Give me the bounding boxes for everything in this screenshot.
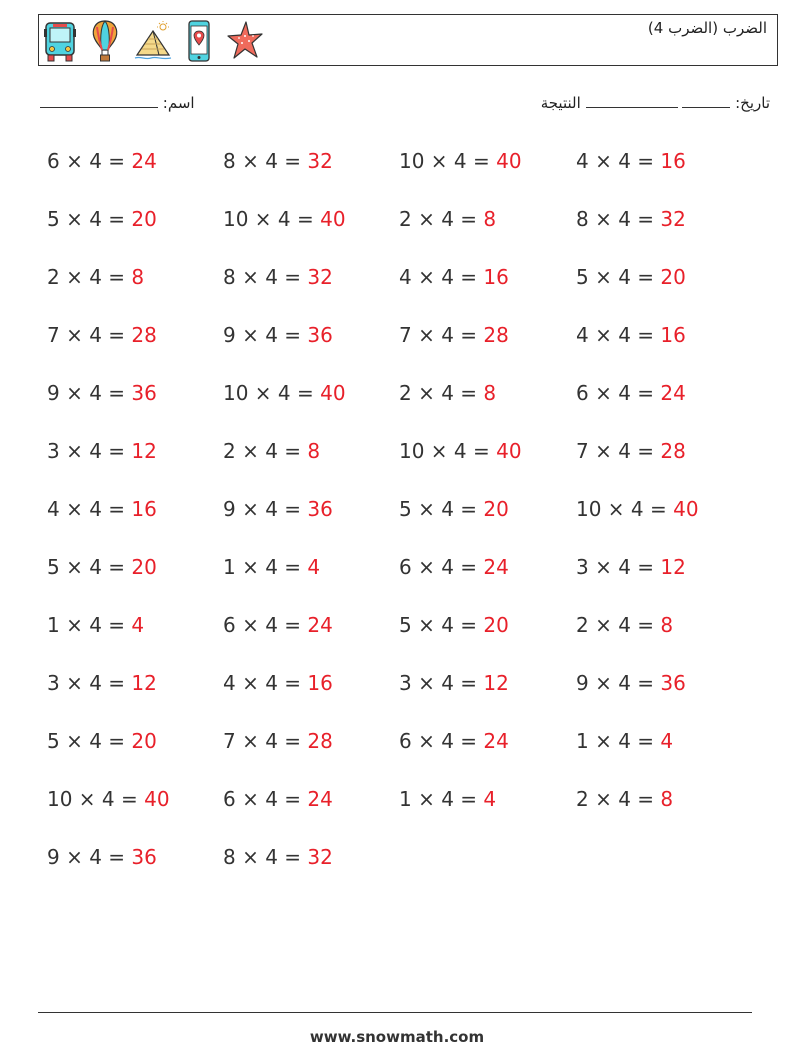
problem-expression: 5 × 4 = <box>47 729 132 753</box>
problem-expression: 1 × 4 = <box>223 555 308 579</box>
problem-expression: 4 × 4 = <box>576 149 661 173</box>
problem-expression: 2 × 4 = <box>576 787 661 811</box>
problem-expression: 8 × 4 = <box>223 265 308 289</box>
problem-item <box>47 728 157 754</box>
problem-answer: 28 <box>131 323 157 347</box>
problem-answer: 36 <box>660 671 686 695</box>
problem-expression: 4 × 4 = <box>399 265 484 289</box>
problem-expression: 6 × 4 = <box>223 613 308 637</box>
problem-item <box>47 438 157 464</box>
problem-answer: 40 <box>320 207 346 231</box>
problem-item <box>47 148 157 174</box>
footer-divider <box>38 1012 752 1013</box>
problem-item <box>47 554 157 580</box>
problem-expression: 8 × 4 = <box>576 207 661 231</box>
problem-answer: 16 <box>483 265 509 289</box>
problem-answer: 20 <box>660 265 686 289</box>
problem-item <box>223 670 333 696</box>
problem-answer: 20 <box>131 555 157 579</box>
problem-item <box>399 264 509 290</box>
problem-expression: 5 × 4 = <box>399 613 484 637</box>
problem-item <box>47 786 170 812</box>
problem-expression: 7 × 4 = <box>47 323 132 347</box>
problem-expression: 6 × 4 = <box>576 381 661 405</box>
problem-item <box>47 264 144 290</box>
problem-answer: 8 <box>307 439 321 463</box>
problem-item <box>47 670 157 696</box>
problem-answer: 20 <box>483 613 509 637</box>
problem-item <box>47 496 157 522</box>
problem-answer: 24 <box>131 149 157 173</box>
problem-expression: 10 × 4 = <box>223 207 321 231</box>
problem-item <box>47 612 144 638</box>
problem-answer: 24 <box>483 729 509 753</box>
problem-expression: 10 × 4 = <box>399 439 497 463</box>
problem-item <box>399 670 509 696</box>
problem-item <box>223 206 346 232</box>
problem-expression: 9 × 4 = <box>223 323 308 347</box>
problem-answer: 4 <box>307 555 321 579</box>
problem-expression: 5 × 4 = <box>47 207 132 231</box>
problem-item <box>47 206 157 232</box>
problem-item <box>399 206 496 232</box>
problem-expression: 3 × 4 = <box>399 671 484 695</box>
problem-answer: 8 <box>131 265 145 289</box>
problem-item <box>399 786 496 812</box>
problem-item <box>576 148 686 174</box>
footer-url[interactable]: www.snowmath.com <box>309 1028 485 1046</box>
problem-expression: 10 × 4 = <box>47 787 145 811</box>
problem-item <box>223 786 333 812</box>
problem-expression: 1 × 4 = <box>399 787 484 811</box>
problem-answer: 36 <box>307 323 333 347</box>
problem-expression: 9 × 4 = <box>47 845 132 869</box>
problem-item <box>399 612 509 638</box>
problem-expression: 10 × 4 = <box>576 497 674 521</box>
problem-item <box>576 380 686 406</box>
problem-item <box>223 844 333 870</box>
problem-expression: 6 × 4 = <box>399 729 484 753</box>
problem-expression: 7 × 4 = <box>576 439 661 463</box>
problem-expression: 2 × 4 = <box>399 207 484 231</box>
problem-item <box>576 206 686 232</box>
problem-expression: 1 × 4 = <box>47 613 132 637</box>
problem-answer: 40 <box>496 149 522 173</box>
problem-answer: 12 <box>483 671 509 695</box>
worksheet-title: الضرب (الضرب 4) <box>647 19 767 37</box>
problem-item <box>223 380 346 406</box>
problem-item <box>399 322 509 348</box>
problem-answer: 8 <box>660 613 674 637</box>
problem-expression: 4 × 4 = <box>576 323 661 347</box>
problem-answer: 24 <box>307 787 333 811</box>
problem-expression: 10 × 4 = <box>399 149 497 173</box>
problem-expression: 3 × 4 = <box>47 671 132 695</box>
name-label: اسم: <box>162 94 195 112</box>
problem-item <box>47 322 157 348</box>
problem-item <box>576 728 673 754</box>
problem-answer: 40 <box>144 787 170 811</box>
problem-answer: 20 <box>131 207 157 231</box>
problem-answer: 32 <box>307 265 333 289</box>
problem-expression: 8 × 4 = <box>223 149 308 173</box>
problem-item <box>576 264 686 290</box>
problem-answer: 40 <box>673 497 699 521</box>
problem-item <box>576 670 686 696</box>
problem-item <box>399 380 496 406</box>
problem-item <box>576 554 686 580</box>
problem-item <box>223 264 333 290</box>
problem-answer: 28 <box>307 729 333 753</box>
problem-answer: 8 <box>483 381 497 405</box>
problem-answer: 12 <box>131 671 157 695</box>
problem-item <box>399 438 522 464</box>
problem-answer: 40 <box>496 439 522 463</box>
score-label: النتيجة <box>540 94 581 112</box>
problem-item <box>223 322 333 348</box>
problem-answer: 16 <box>660 323 686 347</box>
problem-item <box>399 496 509 522</box>
problem-item <box>576 612 673 638</box>
problem-expression: 7 × 4 = <box>399 323 484 347</box>
problem-item <box>223 612 333 638</box>
problem-answer: 20 <box>131 729 157 753</box>
problem-item <box>576 786 673 812</box>
problem-item <box>576 496 699 522</box>
problem-expression: 10 × 4 = <box>223 381 321 405</box>
problem-expression: 5 × 4 = <box>576 265 661 289</box>
problem-answer: 12 <box>660 555 686 579</box>
problem-expression: 3 × 4 = <box>47 439 132 463</box>
problem-expression: 2 × 4 = <box>399 381 484 405</box>
problem-expression: 7 × 4 = <box>223 729 308 753</box>
problem-answer: 32 <box>307 149 333 173</box>
problem-expression: 5 × 4 = <box>399 497 484 521</box>
problem-expression: 2 × 4 = <box>223 439 308 463</box>
problem-item <box>223 148 333 174</box>
problem-answer: 8 <box>660 787 674 811</box>
problem-expression: 8 × 4 = <box>223 845 308 869</box>
problem-expression: 9 × 4 = <box>223 497 308 521</box>
problem-expression: 6 × 4 = <box>47 149 132 173</box>
problem-expression: 6 × 4 = <box>223 787 308 811</box>
problem-item <box>399 554 509 580</box>
problem-answer: 24 <box>660 381 686 405</box>
problem-item <box>47 844 157 870</box>
problem-answer: 40 <box>320 381 346 405</box>
problem-item <box>223 728 333 754</box>
problem-answer: 4 <box>483 787 497 811</box>
problem-answer: 28 <box>660 439 686 463</box>
problem-expression: 6 × 4 = <box>399 555 484 579</box>
problem-answer: 28 <box>483 323 509 347</box>
problem-item <box>399 148 522 174</box>
problem-answer: 20 <box>483 497 509 521</box>
problem-answer: 16 <box>660 149 686 173</box>
problem-answer: 12 <box>131 439 157 463</box>
date-label: تاريخ: <box>735 94 770 112</box>
problem-item <box>576 322 686 348</box>
problem-answer: 32 <box>307 845 333 869</box>
problem-expression: 9 × 4 = <box>47 381 132 405</box>
problem-answer: 4 <box>131 613 145 637</box>
problem-answer: 8 <box>483 207 497 231</box>
problem-item <box>223 554 320 580</box>
problem-item <box>399 728 509 754</box>
problem-answer: 32 <box>660 207 686 231</box>
problem-answer: 16 <box>131 497 157 521</box>
problem-answer: 36 <box>131 845 157 869</box>
problem-answer: 4 <box>660 729 674 753</box>
problem-expression: 1 × 4 = <box>576 729 661 753</box>
problem-item <box>223 496 333 522</box>
problem-expression: 4 × 4 = <box>223 671 308 695</box>
problem-item <box>47 380 157 406</box>
problem-expression: 5 × 4 = <box>47 555 132 579</box>
problem-expression: 2 × 4 = <box>576 613 661 637</box>
problem-item <box>576 438 686 464</box>
problem-expression: 9 × 4 = <box>576 671 661 695</box>
problem-expression: 2 × 4 = <box>47 265 132 289</box>
problem-answer: 24 <box>307 613 333 637</box>
problem-item <box>223 438 320 464</box>
problem-answer: 24 <box>483 555 509 579</box>
problem-expression: 3 × 4 = <box>576 555 661 579</box>
problem-answer: 16 <box>307 671 333 695</box>
problem-answer: 36 <box>131 381 157 405</box>
problem-answer: 36 <box>307 497 333 521</box>
problem-expression: 4 × 4 = <box>47 497 132 521</box>
